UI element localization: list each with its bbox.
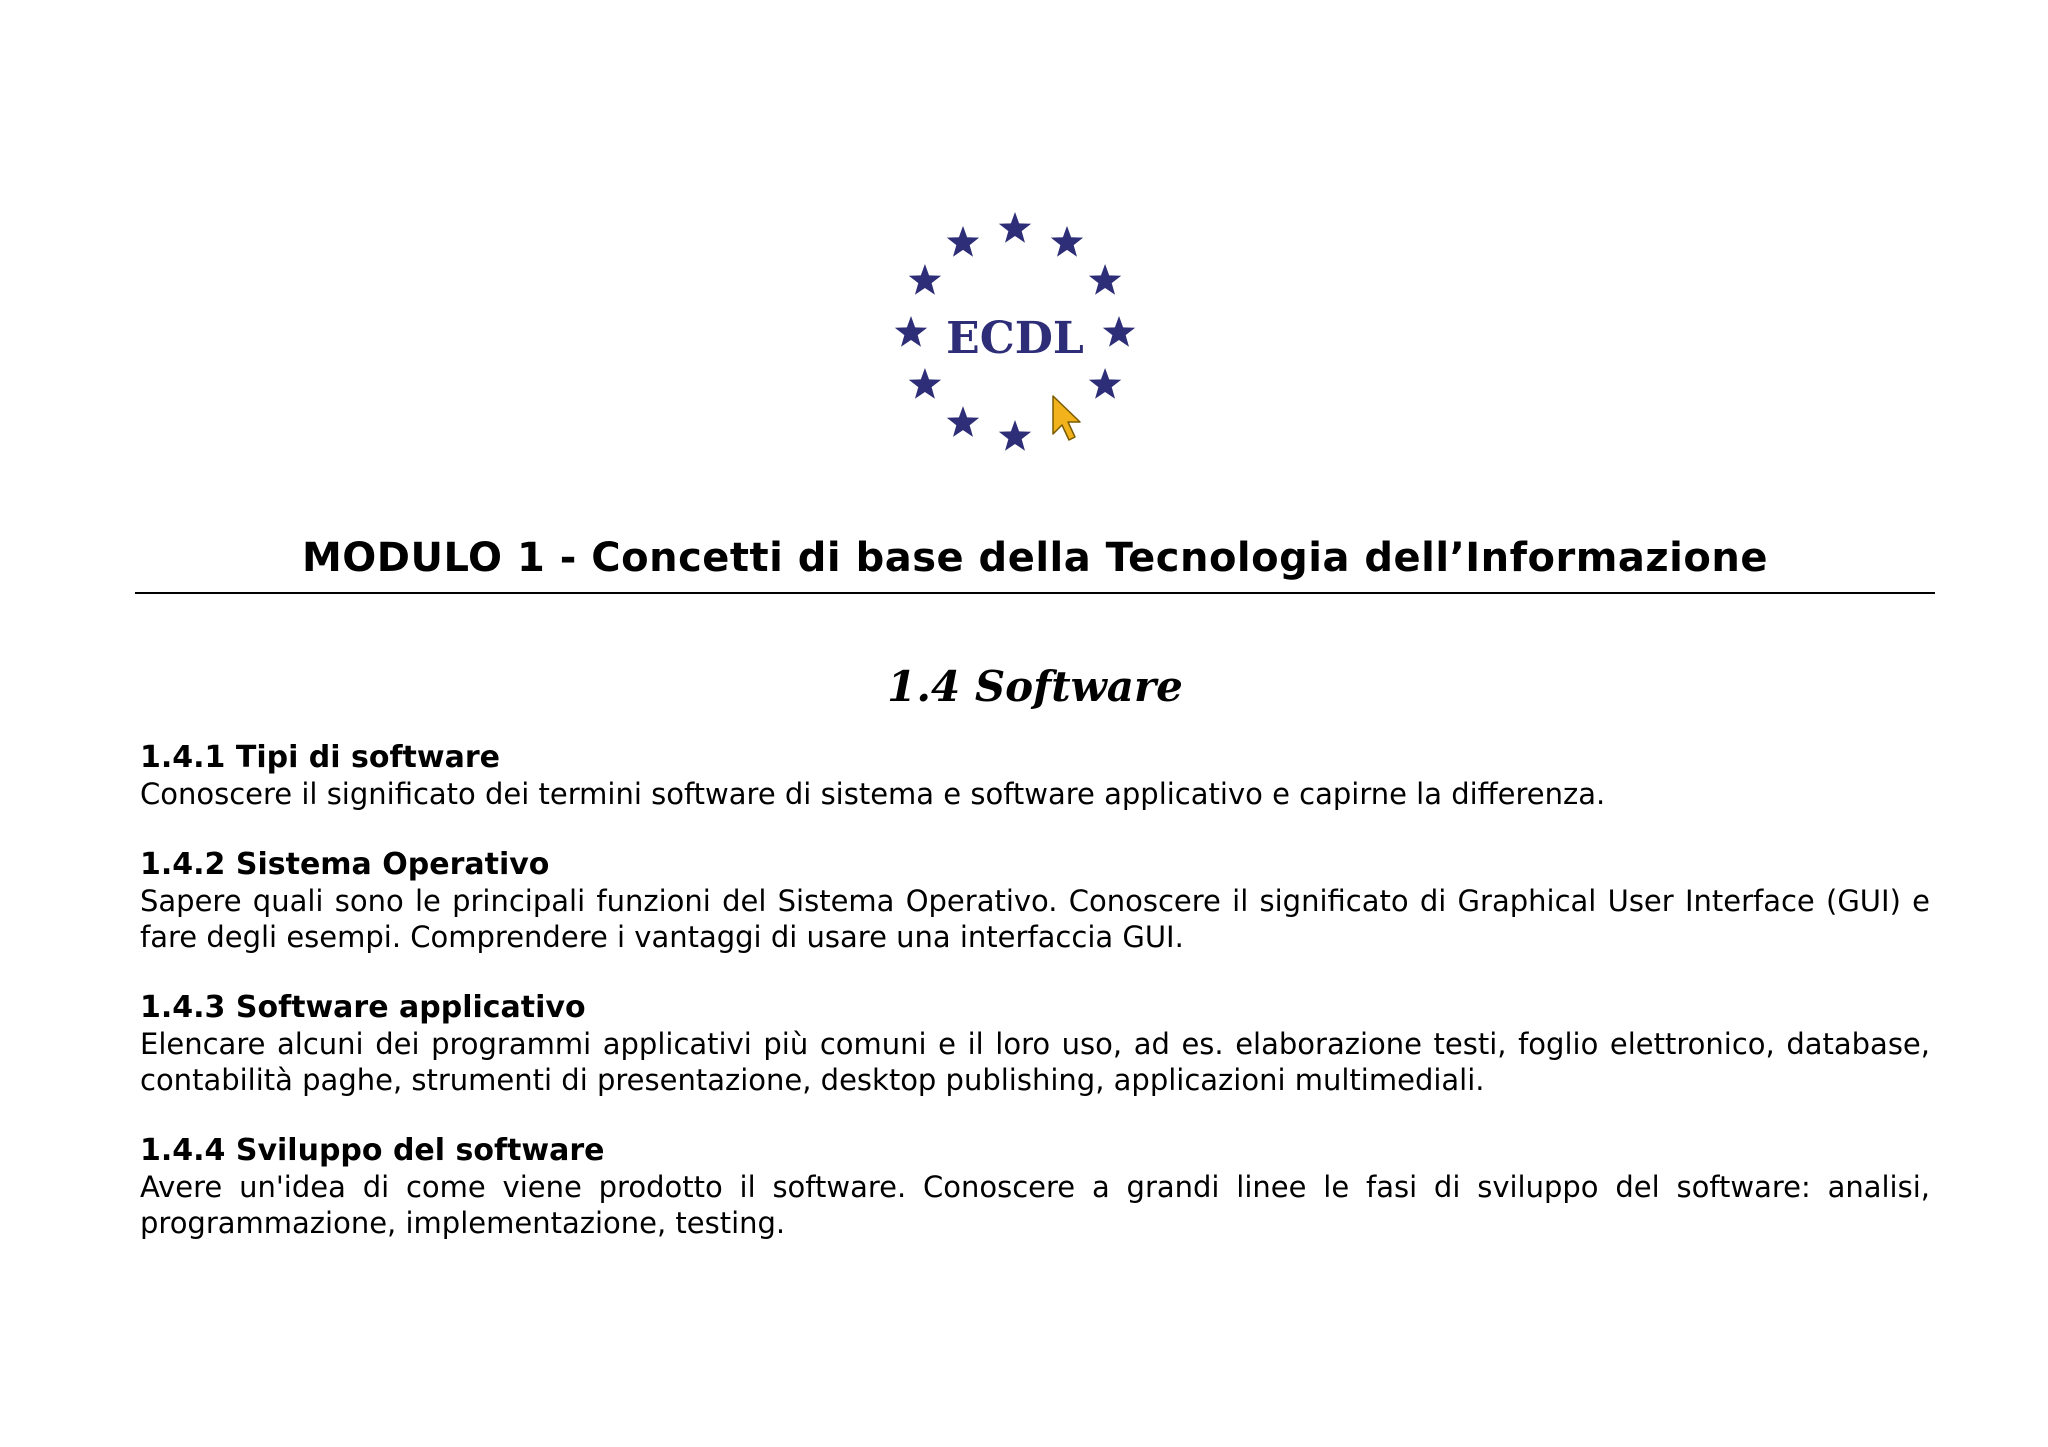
topic-heading: 1.4.2 Sistema Operativo xyxy=(140,847,550,882)
topic-heading: 1.4.3 Software applicativo xyxy=(140,990,586,1025)
logo-star-icon xyxy=(1103,316,1135,347)
logo-text: ECDL xyxy=(946,313,1084,364)
topic-description: Avere un'idea di come viene prodotto il software. Conoscere a grandi linee le fasi di sviluppo del software: analisi, programmazione, implementazione, testing. xyxy=(140,1170,1930,1240)
logo-star-icon xyxy=(947,226,979,257)
module-title: MODULO 1 - Concetti di base della Tecnologia dell’Informazione xyxy=(135,530,1935,594)
ecdl-logo-icon xyxy=(890,208,1140,458)
section-title: 1.4 Software xyxy=(887,662,1183,711)
logo-star-icon xyxy=(1089,264,1121,295)
logo-star-icon xyxy=(999,212,1031,243)
logo-star-icon xyxy=(895,316,927,347)
topic-item xyxy=(140,740,1930,812)
ecdl-logo xyxy=(890,208,1140,458)
logo-star-icon xyxy=(947,406,979,437)
logo-star-icon xyxy=(1089,368,1121,399)
logo-star-icon xyxy=(909,368,941,399)
topic-description: Elencare alcuni dei programmi applicativi più comuni e il loro uso, ad es. elaborazione testi, foglio elettronico, database, contabilità paghe, strumenti di presentazione, desktop publishing, applicazioni multimediali. xyxy=(140,1027,1930,1097)
logo-star-icon xyxy=(909,264,941,295)
topic-item xyxy=(140,990,1930,1098)
logo-star-icon xyxy=(999,420,1031,451)
topic-heading: 1.4.4 Sviluppo del software xyxy=(140,1133,605,1168)
topic-item xyxy=(140,847,1930,955)
logo-star-icon xyxy=(1051,226,1083,257)
topic-list xyxy=(140,740,1930,1276)
topic-heading: 1.4.1 Tipi di software xyxy=(140,740,500,775)
topic-description: Conoscere il significato dei termini software di sistema e software applicativo e capirne la differenza. xyxy=(140,777,1606,811)
topic-description: Sapere quali sono le principali funzioni del Sistema Operativo. Conoscere il significato di Graphical User Interface (GUI) e fare degli esempi. Comprendere i vantaggi di usare una interfaccia GUI. xyxy=(140,884,1930,954)
topic-item xyxy=(140,1133,1930,1241)
pointer-cursor-icon xyxy=(1053,396,1080,440)
